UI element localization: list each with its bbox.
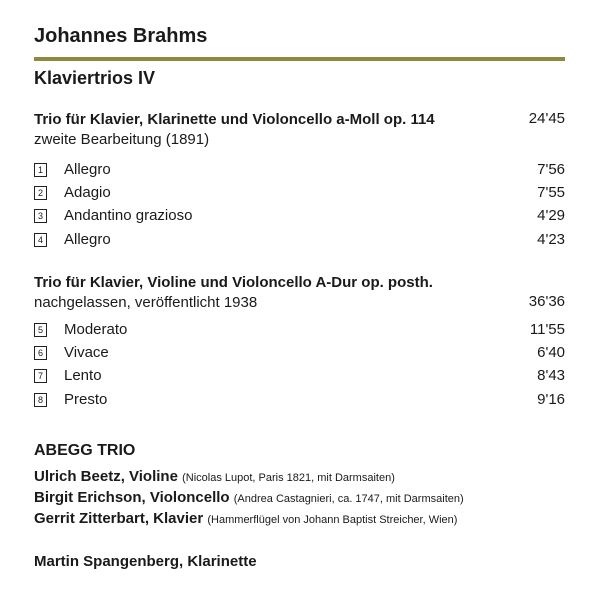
track-item — [34, 318, 565, 341]
composer-name: Johannes Brahms — [34, 25, 208, 47]
header-divider — [34, 57, 565, 61]
trio-1-track-list — [34, 158, 565, 251]
track-item — [34, 158, 565, 181]
track-name: Lento — [64, 367, 102, 385]
track-time: 4'23 — [537, 230, 565, 248]
trio-subtitle: nachgelassen, veröffentlicht 1938 — [34, 294, 258, 311]
trio-1-heading — [34, 110, 565, 150]
track-name: Vivace — [64, 344, 109, 362]
track-name: Andantino grazioso — [64, 207, 193, 225]
track-time: 9'16 — [537, 390, 565, 408]
track-item — [34, 228, 565, 251]
ensemble-name: ABEGG TRIO — [34, 442, 136, 459]
track-item — [34, 364, 565, 387]
track-item — [34, 204, 565, 227]
track-time: 7'55 — [537, 184, 565, 202]
track-name: Allegro — [64, 161, 111, 178]
track-item — [34, 388, 565, 411]
guest-performer: Martin Spangenberg, Klarinette — [34, 553, 257, 570]
track-item — [34, 341, 565, 364]
track-time: 11'55 — [529, 321, 565, 338]
album-title: Klaviertrios IV — [34, 68, 156, 88]
track-time: 4'29 — [537, 207, 565, 225]
track-number-box: 3 — [34, 209, 47, 223]
performer-line — [34, 489, 464, 506]
track-number-box: 2 — [34, 186, 47, 200]
trio-title: Trio für Klavier, Klarinette und Violoncello a-Moll op. 114 — [34, 111, 435, 128]
track-name: Presto — [64, 390, 108, 408]
track-time: 8'43 — [537, 367, 565, 385]
track-number-box: 4 — [34, 233, 47, 247]
track-name: Moderato — [64, 321, 128, 338]
trio-total-time: 24'45 — [528, 110, 565, 127]
trio-title: Trio für Klavier, Violine und Violoncello A-Dur op. posth. — [34, 274, 433, 291]
track-number-box: 6 — [34, 346, 47, 360]
trio-total-time: 36'36 — [528, 293, 565, 310]
trio-2-track-list — [34, 318, 565, 411]
performer-name: Gerrit Zitterbart, Klavier — [34, 510, 204, 527]
performer-line — [34, 510, 457, 527]
track-time: 7'56 — [537, 161, 565, 178]
track-number-box: 7 — [34, 369, 47, 383]
track-number-box: 1 — [34, 163, 47, 177]
track-item — [34, 181, 565, 204]
trio-2-heading — [34, 273, 565, 313]
performer-instrument: (Andrea Castagnieri, ca. 1747, mit Darmsaiten) — [233, 493, 464, 505]
track-number-box: 8 — [34, 393, 47, 407]
performer-name: Ulrich Beetz, Violine — [34, 468, 178, 485]
track-name: Adagio — [64, 184, 111, 202]
performer-instrument: (Hammerflügel von Johann Baptist Streicher, Wien) — [207, 514, 458, 526]
track-name: Allegro — [64, 230, 111, 248]
performer-instrument: (Nicolas Lupot, Paris 1821, mit Darmsaiten) — [182, 472, 395, 484]
track-number-box: 5 — [34, 323, 47, 337]
track-time: 6'40 — [537, 344, 565, 362]
performer-line — [34, 468, 395, 485]
performer-name: Birgit Erichson, Violoncello — [34, 489, 230, 506]
trio-subtitle: zweite Bearbeitung (1891) — [34, 131, 210, 148]
